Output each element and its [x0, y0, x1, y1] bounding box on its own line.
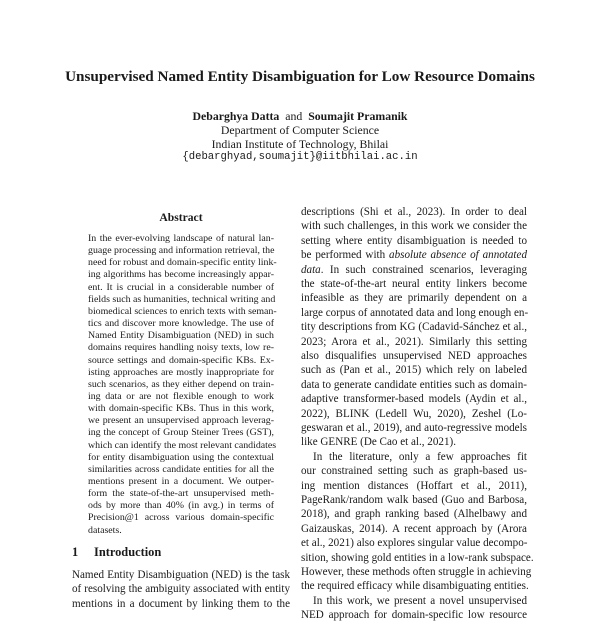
text-line: we present an unsupervised approach leverag- [88, 415, 274, 427]
text-line: of resolving the ambiguity associated with entity [72, 583, 290, 596]
author-name: Soumajit Pramanik [308, 109, 408, 123]
text-line: Precision@1 across various domain-specific [88, 512, 274, 524]
text-segment: . In such constrained scenarios, leveraging [320, 263, 527, 276]
text-line: In the ever-evolving landscape of natural lan- [88, 233, 274, 244]
text-line: the state-of-the-art neural entity linkers become [301, 278, 527, 290]
text-line: fields such as humanities, technical writing and [88, 293, 276, 305]
text-line: In the literature, only a few approaches fit [313, 450, 527, 463]
text-line: 2022), BLINK (Ledell Wu, 2020), Zeshel (Lo- [301, 407, 527, 420]
text-line: Named Entity Disambiguation (NED) is the task [72, 569, 290, 581]
text-line: biomedical sciences to enrich texts with seman- [88, 305, 277, 317]
text-line: the required efficacy while disambiguating entities. [301, 580, 529, 593]
text-line: like GENRE (De Cao et al., 2021). [301, 436, 456, 449]
text-line: ods by more than 40% (in avg.) in terms of [88, 500, 274, 512]
text-line: In this work, we present a novel unsupervised [313, 594, 527, 607]
text-line: with such challenges, in this work we consider the [301, 220, 527, 233]
text-line: guage processing and information retrieval, the [88, 245, 275, 257]
text-line: However, these methods often struggle in achieving [301, 566, 532, 578]
section-number: 1 [72, 545, 79, 559]
text-line: 2023; Arora et al., 2021). Similarly this setting [301, 335, 527, 348]
text-line: source settings and domain-specific KBs. Ex- [88, 354, 274, 366]
affiliation-institute: Indian Institute of Technology, Bhilai [211, 137, 389, 151]
text-line: ing algorithms has become increasingly appar- [88, 269, 274, 281]
authors [0, 109, 600, 124]
text-line [301, 264, 527, 276]
text-line: also disqualifies unsupervised NED approaches [301, 350, 527, 362]
text-line: large corpus of annotated data and long enough en- [301, 306, 529, 319]
text-line: et al., 2021) also explores singular value decompo- [301, 537, 528, 550]
text-line: similarities across candidate entities for all the [88, 463, 274, 475]
text-line: PageRank/random walk based (Guo and Barbosa, [301, 494, 527, 506]
section-heading-introduction [72, 545, 161, 560]
author-emails: {debarghyad,soumajit}@iitbhilai.ac.in [182, 151, 418, 163]
text-line: ing mention distances (Hoffart et al., 2011), [301, 479, 527, 492]
author-conjunction: and [285, 109, 303, 123]
text-line: isting approaches are mostly inappropriate for [88, 366, 274, 378]
text-line: with domain-specific KBs. Thus in this work, [88, 403, 274, 415]
text-segment: be performed with [301, 249, 390, 262]
text-line: mentions present in a document. We outper- [88, 476, 274, 487]
text-line: ing data or are not flexible enough to work [88, 390, 274, 402]
text-line: our constrained setting such as graph-based us- [301, 465, 527, 478]
text-line: sition, showing gold entities in a low-rank subspace. [301, 551, 534, 564]
text-line: mentions in a document by linking them to the [72, 597, 290, 610]
text-line: adaptive transformer-based models (Aydin et al., [301, 393, 527, 406]
text-line: descriptions (Shi et al., 2023). In order to deal [301, 206, 527, 218]
text-line: domains requires handling noisy texts, low re- [88, 342, 274, 354]
author-name: Debarghya Datta [192, 109, 280, 123]
text-line: NED approach for domain-specific low resource [301, 609, 527, 621]
text-line: tity descriptions from KG (Cadavid-Sánchez et al., [301, 321, 527, 334]
text-line: such scenarios, as they either depend on train- [88, 378, 274, 390]
text-line: Named Entity Disambiguation (NED) in such [88, 330, 274, 342]
text-line: data to generate candidate entities such as domain- [301, 378, 527, 391]
text-line [301, 249, 527, 261]
text-line: ent. It is crucial in a considerable number of [88, 281, 274, 293]
text-line: infeasible as they are primarily dependent on a [301, 292, 527, 305]
italic-text: absolute absence of annotated [389, 249, 527, 262]
text-line: such as (Pan et al., 2015) which rely on labeled [301, 364, 527, 377]
affiliation-department: Department of Computer Science [220, 123, 380, 137]
text-line: for entity disambiguation using the contextual [88, 451, 274, 463]
paper-title: Unsupervised Named Entity Disambiguation for Low Resource Domains [65, 68, 535, 85]
text-line: Gaizauskas, 2014). A recent approach by (Arora [301, 522, 527, 535]
text-line: tics and discover more knowledge. The use of [88, 318, 274, 330]
text-line: ing the concept of Group Steiner Trees (GST), [88, 427, 274, 439]
section-title: Introduction [94, 545, 162, 559]
text-line: 2018), and graph ranking based (Alhelbawy and [301, 508, 527, 521]
text-line: datasets. [88, 524, 122, 536]
text-line: which can identify the most relevant candidates [88, 439, 277, 451]
text-line: geswaran et al., 2019), and auto-regressive models [301, 422, 527, 434]
text-line: need for robust and domain-specific entity link- [88, 257, 277, 269]
italic-text: data [301, 263, 321, 276]
text-line: form the state-of-the-art unsupervised meth- [88, 488, 274, 500]
abstract-heading: Abstract [159, 211, 203, 224]
text-line: setting where entity disambiguation is needed to [301, 234, 527, 247]
